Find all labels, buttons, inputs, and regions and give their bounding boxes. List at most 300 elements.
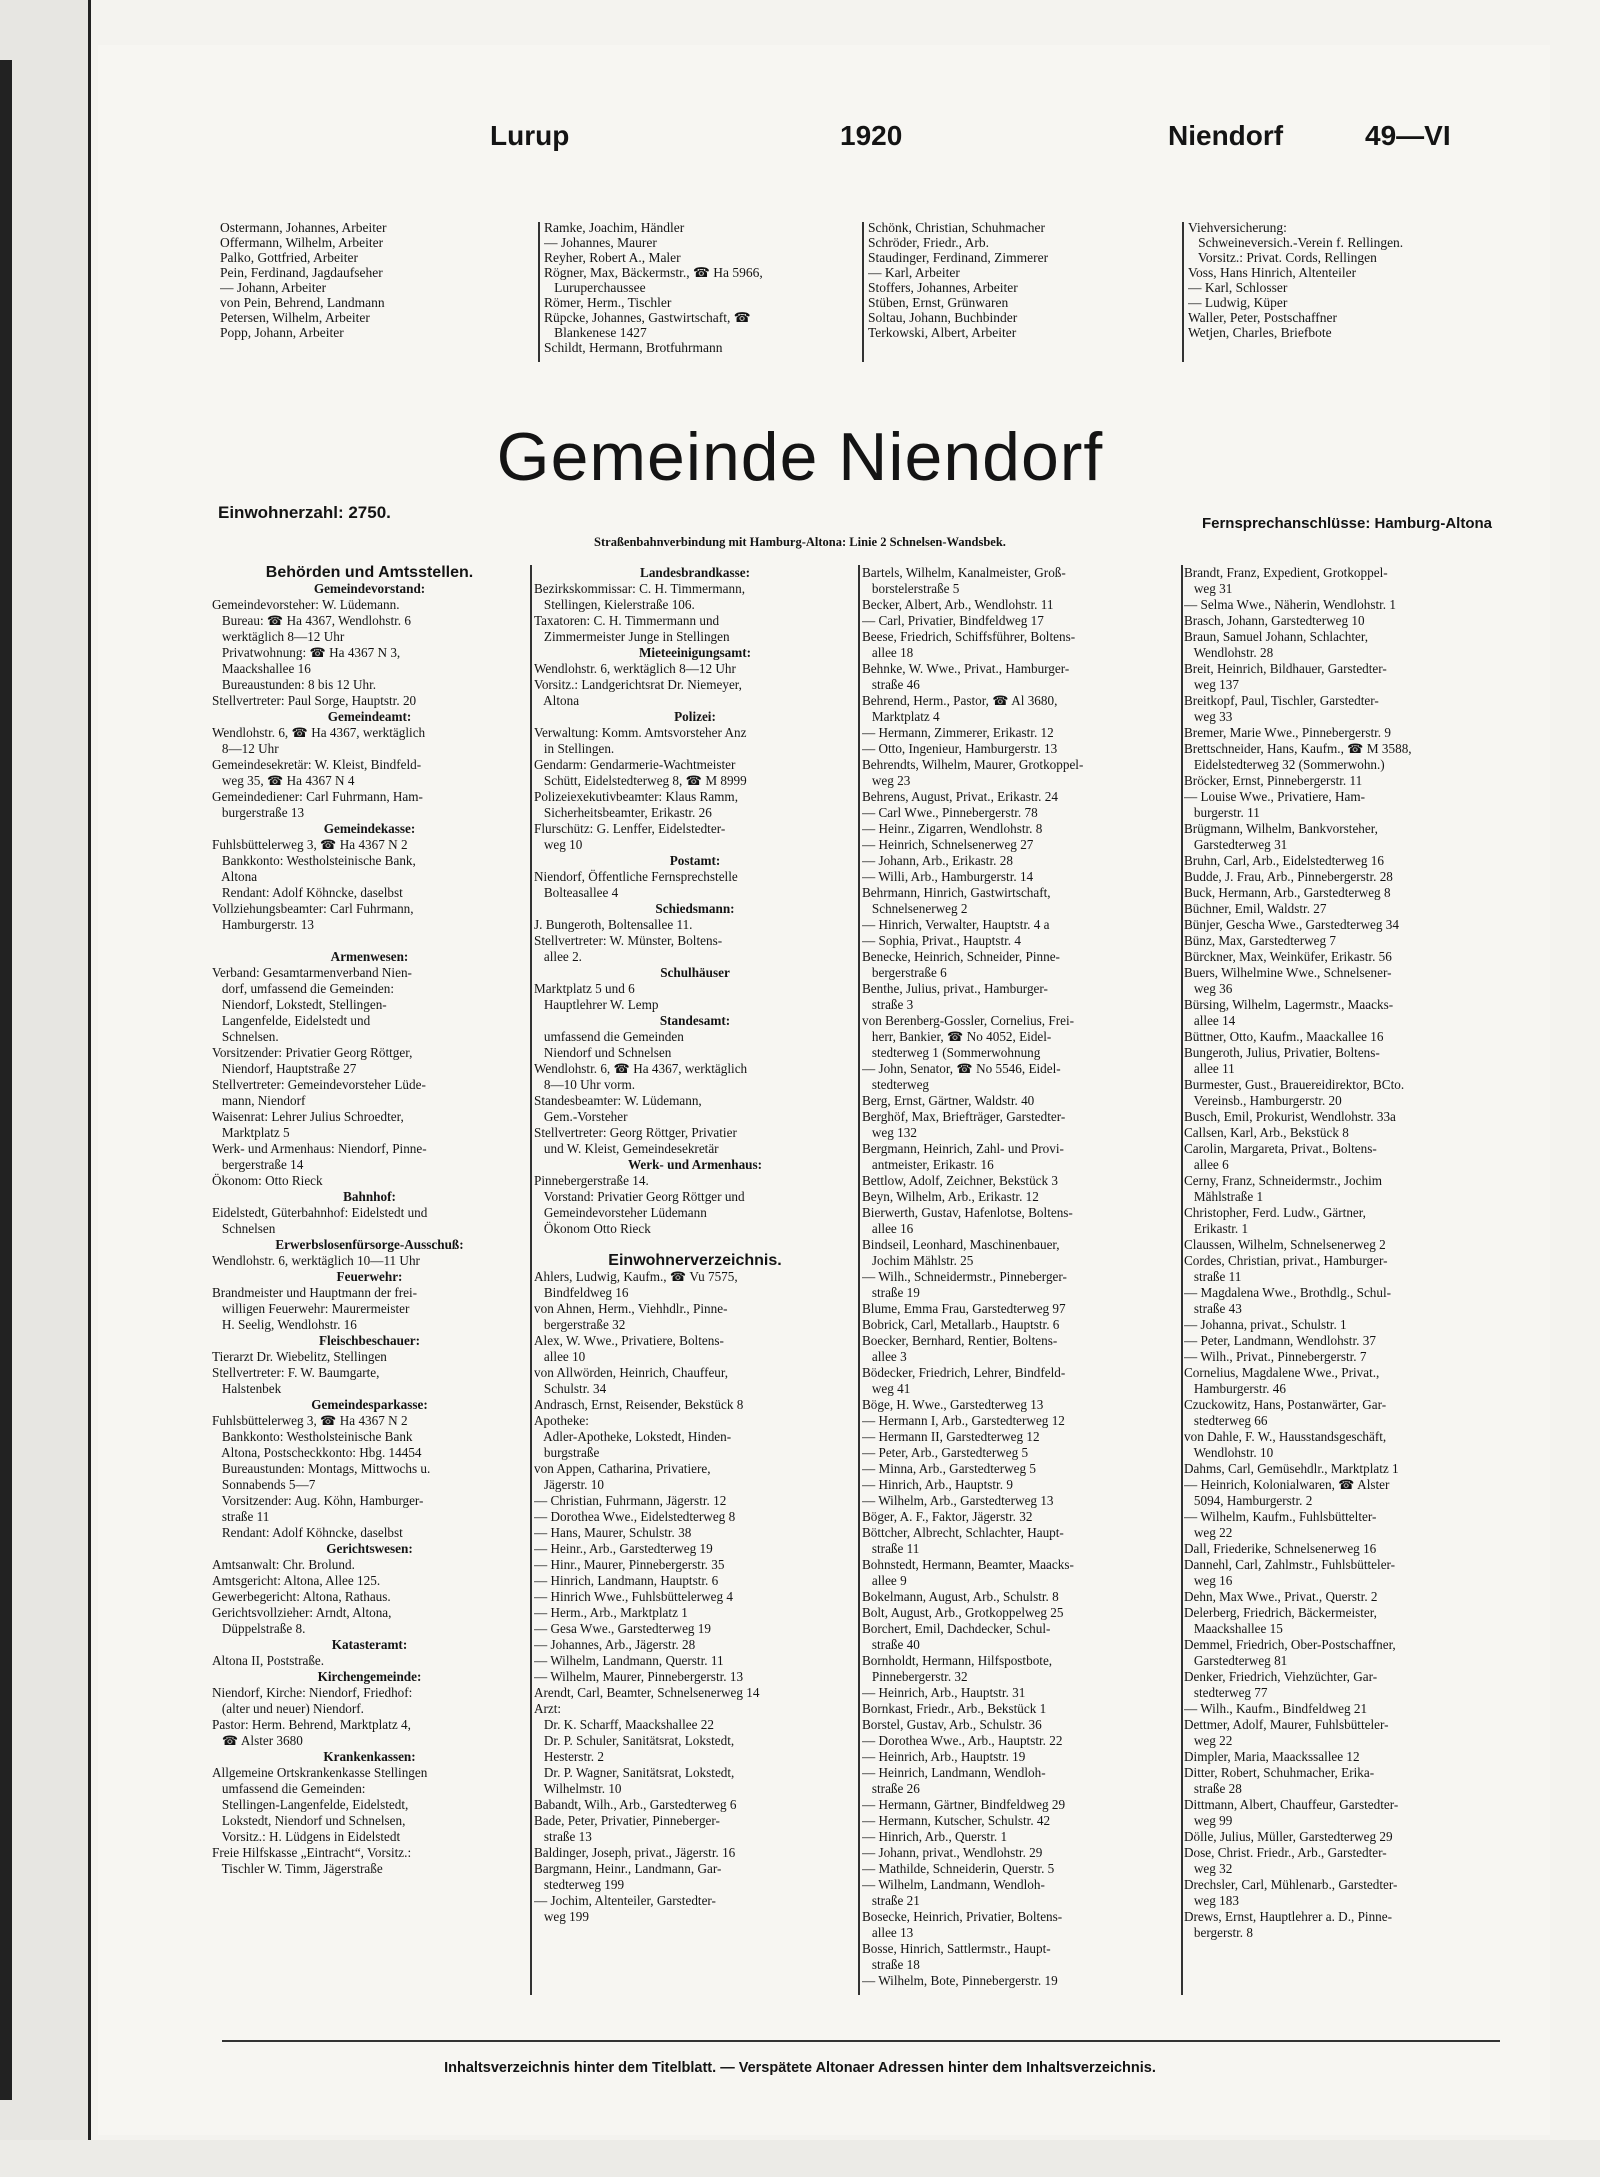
entry-line: Vorsitzender: Privatier Georg Röttger, — [212, 1045, 413, 1060]
entry-line: allee 10 — [534, 1349, 586, 1364]
entry-line — [534, 1237, 856, 1253]
column-residents-b — [862, 565, 1180, 1989]
entry-line: — Wilh., Privat., Pinnebergerstr. 7 — [1184, 1349, 1367, 1364]
entry-line: weg 22 — [1184, 1733, 1233, 1748]
entry-line: — Wilhelm, Kaufm., Fuhlsbüttelter- — [1184, 1509, 1377, 1524]
entry-line: Landesbrandkasse: — [640, 565, 750, 580]
entry-line: Brandmeister und Hauptmann der frei- — [212, 1285, 418, 1300]
entry-line: Bohnstedt, Hermann, Beamter, Maacks- — [862, 1557, 1074, 1572]
entry-line: Bürsing, Wilhelm, Lagermstr., Maacks- — [1184, 997, 1394, 1012]
entry-line: Schildt, Hermann, Brotfuhrmann — [544, 340, 723, 355]
entry-line: Claussen, Wilhelm, Schnelsenerweg 2 — [1184, 1237, 1386, 1252]
entry-line: Schönk, Christian, Schuhmacher — [868, 220, 1045, 235]
entry-line: Arzt: — [534, 1701, 562, 1716]
entry-line: weg 31 — [1184, 581, 1233, 596]
entry-line: — Carl, Privatier, Bindfeldweg 17 — [862, 613, 1044, 628]
entry-line: Böger, A. F., Faktor, Jägerstr. 32 — [862, 1509, 1033, 1524]
entry-line: straße 21 — [862, 1893, 920, 1908]
entry-line: Ahlers, Ludwig, Kaufm., ☎ Vu 7575, — [534, 1269, 738, 1284]
entry-line: Langenfelde, Eidelstedt und — [212, 1013, 371, 1028]
entry-line: — John, Senator, ☎ No 5546, Eidel- — [862, 1061, 1061, 1076]
entry-line: Gemeindevorsteher Lüdemann — [534, 1205, 707, 1220]
entry-line: Schnelsenerweg 2 — [862, 901, 968, 916]
entry-line: — Hinrich Wwe., Fuhlsbüttelerweg 4 — [534, 1589, 733, 1604]
entry-line: Dr. P. Schuler, Sanitätsrat, Lokstedt, — [534, 1733, 735, 1748]
entry-line: Büttner, Otto, Kaufm., Maackallee 16 — [1184, 1029, 1384, 1044]
entry-line: Wilhelmstr. 10 — [534, 1781, 622, 1796]
entry-line: Hesterstr. 2 — [534, 1749, 604, 1764]
entry-line: Fuhlsbüttelerweg 3, ☎ Ha 4367 N 2 — [212, 837, 408, 852]
entry-line: — Hermann, Zimmerer, Erikastr. 12 — [862, 725, 1054, 740]
entry-line: Bünz, Max, Garstedterweg 7 — [1184, 933, 1336, 948]
entry-line: Burmester, Gust., Brauereidirektor, BCto. — [1184, 1077, 1405, 1092]
entry-line: Einwohnerverzeichnis. — [608, 1252, 782, 1269]
entry-line: Dölle, Julius, Müller, Garstedterweg 29 — [1184, 1829, 1393, 1844]
entry-line: Jägerstr. 10 — [534, 1477, 604, 1492]
entry-line: Vorstand: Privatier Georg Röttger und — [534, 1189, 745, 1204]
entry-line: Staudinger, Ferdinand, Zimmerer — [868, 250, 1049, 265]
entry-line: Brandt, Franz, Expedient, Grotkoppel- — [1184, 565, 1388, 580]
entry-line: Wendlohstr. 6, werktäglich 10—11 Uhr — [212, 1253, 420, 1268]
entry-line: mann, Niendorf — [212, 1093, 306, 1108]
header-right: Niendorf — [1168, 120, 1284, 151]
entry-line: Voss, Hans Hinrich, Altenteiler — [1188, 265, 1357, 280]
entry-line: — Heinrich, Schnelsenerweg 27 — [862, 837, 1034, 852]
entry-line: Amtsgericht: Altona, Allee 125. — [212, 1573, 381, 1588]
entry-line: Vollziehungsbeamter: Carl Fuhrmann, — [212, 901, 414, 916]
entry-line: Brasch, Johann, Garstedterweg 10 — [1184, 613, 1365, 628]
entry-line: — Wilhelm, Bote, Pinnebergerstr. 19 — [862, 1973, 1058, 1988]
entry-line: Bankkonto: Westholsteinische Bank — [212, 1429, 413, 1444]
entry-line: Drechsler, Carl, Mühlenarb., Garstedter- — [1184, 1877, 1398, 1892]
entry-line: Christopher, Ferd. Ludw., Gärtner, — [1184, 1205, 1366, 1220]
entry-line: Borstel, Gustav, Arb., Schulstr. 36 — [862, 1717, 1042, 1732]
entry-line: bergerstraße 6 — [862, 965, 947, 980]
entry-line: Rendant: Adolf Köhncke, daselbst — [212, 885, 403, 900]
entry-line: Andrasch, Ernst, Reisender, Bekstück 8 — [534, 1397, 744, 1412]
header-center: 1920 — [840, 120, 903, 151]
entry-line: Cerny, Franz, Schneidermstr., Jochim — [1184, 1173, 1383, 1188]
entry-line: straße 18 — [862, 1957, 920, 1972]
entry-line: stedterweg 66 — [1184, 1413, 1268, 1428]
entry-line: Dr. K. Scharff, Maackshallee 22 — [534, 1717, 714, 1732]
entry-line: antmeister, Erikastr. 16 — [862, 1157, 994, 1172]
entry-line: Stellvertreter: Georg Röttger, Privatier — [534, 1125, 737, 1140]
entry-line: Bödecker, Friedrich, Lehrer, Bindfeld- — [862, 1365, 1066, 1380]
entry-line: straße 11 — [1184, 1269, 1242, 1284]
entry-line: Bolteasallee 4 — [534, 885, 619, 900]
entry-line: Hamburgerstr. 13 — [212, 917, 314, 932]
entry-line: Verband: Gesamtarmenverband Nien- — [212, 965, 412, 980]
entry-line: — Peter, Arb., Garstedterweg 5 — [862, 1445, 1029, 1460]
entry-line: bergerstr. 8 — [1184, 1925, 1253, 1940]
entry-line: Ramke, Joachim, Händler — [544, 220, 685, 235]
entry-line: Dannehl, Carl, Zahlmstr., Fuhlsbütteler- — [1184, 1557, 1396, 1572]
entry-line: Altona — [534, 693, 580, 708]
entry-line: weg 22 — [1184, 1525, 1233, 1540]
entry-line: von Allwörden, Heinrich, Chauffeur, — [534, 1365, 729, 1380]
entry-line: — Minna, Arb., Garstedterweg 5 — [862, 1461, 1036, 1476]
entry-line: — Hinrich, Verwalter, Hauptstr. 4 a — [862, 917, 1050, 932]
entry-line: Gemeindediener: Carl Fuhrmann, Ham- — [212, 789, 423, 804]
entry-line: Berghöf, Max, Briefträger, Garstedter- — [862, 1109, 1066, 1124]
entry-line: — Hinrich, Landmann, Hauptstr. 6 — [534, 1573, 719, 1588]
entry-line: Vorsitzender: Aug. Köhn, Hamburger- — [212, 1493, 424, 1508]
entry-line: Hauptlehrer W. Lemp — [534, 997, 659, 1012]
entry-line: Ökonom Otto Rieck — [534, 1221, 651, 1236]
entry-line: Popp, Johann, Arbeiter — [220, 325, 344, 340]
entry-line: — Hermann II, Garstedterweg 12 — [862, 1429, 1040, 1444]
entry-line — [212, 933, 527, 949]
entry-line: Postamt: — [669, 853, 721, 868]
entry-line: Bargmann, Heinr., Landmann, Gar- — [534, 1861, 722, 1876]
entry-line: Breit, Heinrich, Bildhauer, Garstedter- — [1184, 661, 1387, 676]
entry-line: straße 3 — [862, 997, 914, 1012]
entry-line: Schulstr. 34 — [534, 1381, 607, 1396]
column-authorities-residents — [534, 565, 856, 1925]
entry-line: von Pein, Behrend, Landmann — [220, 295, 385, 310]
entry-line: — Wilhelm, Landmann, Wendloh- — [862, 1877, 1045, 1892]
entry-line: allee 18 — [862, 645, 914, 660]
entry-line: — Hermann, Kutscher, Schulstr. 42 — [862, 1813, 1051, 1828]
entry-line: Blankenese 1427 — [544, 325, 647, 340]
entry-line: Buers, Wilhelmine Wwe., Schnelsener- — [1184, 965, 1392, 980]
entry-line: straße 28 — [1184, 1781, 1242, 1796]
entry-line: allee 3 — [862, 1349, 907, 1364]
top-column-4 — [1188, 220, 1503, 340]
entry-line: Altona II, Poststraße. — [212, 1653, 325, 1668]
entry-line: 5094, Hamburgerstr. 2 — [1184, 1493, 1313, 1508]
entry-line: Braun, Samuel Johann, Schlachter, — [1184, 629, 1369, 644]
entry-line: Bureaustunden: 8 bis 12 Uhr. — [212, 677, 377, 692]
entry-line: straße 40 — [862, 1637, 920, 1652]
entry-line: Dose, Christ. Friedr., Arb., Garstedter- — [1184, 1845, 1387, 1860]
entry-line: — Hermann, Gärtner, Bindfeldweg 29 — [862, 1797, 1066, 1812]
entry-line: — Louise Wwe., Privatiere, Ham- — [1184, 789, 1366, 804]
telephone-exchange: Fernsprechanschlüsse: Hamburg-Altona — [1201, 515, 1492, 532]
entry-line: — Johann, Arb., Erikastr. 28 — [862, 853, 1013, 868]
entry-line: Brügmann, Wilhelm, Bankvorsteher, — [1184, 821, 1378, 836]
entry-line: Beyn, Wilhelm, Arb., Erikastr. 12 — [862, 1189, 1039, 1204]
entry-line: weg 199 — [534, 1909, 589, 1924]
entry-line: Polizeiexekutivbeamter: Klaus Ramm, — [534, 789, 738, 804]
entry-line: Hamburgerstr. 46 — [1184, 1381, 1286, 1396]
entry-line: Bureaustunden: Montags, Mittwochs u. — [212, 1461, 431, 1476]
entry-line: — Johann, privat., Wendlohstr. 29 — [862, 1845, 1043, 1860]
entry-line: von Berenberg-Gossler, Cornelius, Frei- — [862, 1013, 1075, 1028]
entry-line: Rüpcke, Johannes, Gastwirtschaft, ☎ — [544, 310, 751, 325]
header-left: Lurup — [490, 120, 570, 151]
entry-line: Privatwohnung: ☎ Ha 4367 N 3, — [212, 645, 401, 660]
entry-line: Katasteramt: — [331, 1637, 408, 1652]
entry-line: Stellingen, Kielerstraße 106. — [534, 597, 695, 612]
entry-line: Fleischbeschauer: — [318, 1333, 421, 1348]
entry-line: Wendlohstr. 6, werktäglich 8—12 Uhr — [534, 661, 736, 676]
entry-line: Wetjen, Charles, Briefbote — [1188, 325, 1332, 340]
entry-line: Drews, Ernst, Hauptlehrer a. D., Pinne- — [1184, 1909, 1393, 1924]
entry-line: Eidelstedt, Güterbahnhof: Eidelstedt und — [212, 1205, 428, 1220]
running-header — [0, 120, 1600, 160]
entry-line: Bierwerth, Gustav, Hafenlotse, Boltens- — [862, 1205, 1073, 1220]
entry-line: Bruhn, Carl, Arb., Eidelstedterweg 16 — [1184, 853, 1384, 868]
entry-line: Dittmann, Albert, Chauffeur, Garstedter- — [1184, 1797, 1399, 1812]
entry-line: — Heinr., Arb., Garstedterweg 19 — [534, 1541, 713, 1556]
entry-line: — Johanna, privat., Schulstr. 1 — [1184, 1317, 1347, 1332]
entry-line: Bremer, Marie Wwe., Pinnebergerstr. 9 — [1184, 725, 1391, 740]
entry-line: Gemeindesekretär: W. Kleist, Bindfeld- — [212, 757, 422, 772]
entry-line: Bade, Peter, Privatier, Pinneberger- — [534, 1813, 720, 1828]
entry-line: in Stellingen. — [534, 741, 615, 756]
entry-line: Behrend, Herm., Pastor, ☎ Al 3680, — [862, 693, 1058, 708]
entry-line: Reyher, Robert A., Maler — [544, 250, 681, 265]
entry-line: — Wilhelm, Maurer, Pinnebergerstr. 13 — [534, 1669, 744, 1684]
entry-line: Bornkast, Friedr., Arb., Bekstück 1 — [862, 1701, 1047, 1716]
entry-line: Behrendts, Wilhelm, Maurer, Grotkoppel- — [862, 757, 1084, 772]
entry-line: Offermann, Wilhelm, Arbeiter — [220, 235, 384, 250]
entry-line: burgstraße — [534, 1445, 600, 1460]
entry-line: Bornholdt, Hermann, Hilfspostbote, — [862, 1653, 1053, 1668]
entry-line: Vorsitz.: Landgerichtsrat Dr. Niemeyer, — [534, 677, 742, 692]
entry-line: Benecke, Heinrich, Schneider, Pinne- — [862, 949, 1060, 964]
entry-line: 8—12 Uhr — [212, 741, 279, 756]
entry-line: Stellvertreter: Paul Sorge, Hauptstr. 20 — [212, 693, 417, 708]
entry-line: — Willi, Arb., Hamburgerstr. 14 — [862, 869, 1034, 884]
entry-line: Babandt, Wilh., Arb., Garstedterweg 6 — [534, 1797, 737, 1812]
entry-line: Alex, W. Wwe., Privatiere, Boltens- — [534, 1333, 724, 1348]
entry-line: Tischler W. Timm, Jägerstraße — [212, 1861, 383, 1876]
page-number: 49—VI — [1365, 120, 1451, 151]
entry-line: Dall, Friederike, Schnelsenerweg 16 — [1184, 1541, 1377, 1556]
entry-line: — Dorothea Wwe., Arb., Hauptstr. 22 — [862, 1733, 1063, 1748]
top-column-2 — [544, 220, 859, 355]
entry-line: weg 33 — [1184, 709, 1233, 724]
entry-line: Erwerbslosenfürsorge-Ausschuß: — [275, 1237, 464, 1252]
entry-line: Garstedterweg 31 — [1184, 837, 1288, 852]
column-rule — [1182, 222, 1184, 362]
top-column-1 — [220, 220, 535, 340]
footer-rule — [222, 2040, 1500, 2042]
entry-line: weg 16 — [1184, 1573, 1233, 1588]
entry-line: dorf, umfassend die Gemeinden: — [212, 981, 395, 996]
entry-line: Busch, Emil, Prokurist, Wendlohstr. 33a — [1184, 1109, 1396, 1124]
entry-line: Pinnebergerstraße 14. — [534, 1173, 649, 1188]
entry-line: Soltau, Johann, Buchbinder — [868, 310, 1018, 325]
entry-line: — Selma Wwe., Näherin, Wendlohstr. 1 — [1184, 597, 1396, 612]
entry-line: Halstenbek — [212, 1381, 282, 1396]
entry-line: Wendlohstr. 10 — [1184, 1445, 1274, 1460]
entry-line: Behrens, August, Privat., Erikastr. 24 — [862, 789, 1058, 804]
entry-line: Dettmer, Adolf, Maurer, Fuhlsbütteler- — [1184, 1717, 1389, 1732]
entry-line: ☎ Alster 3680 — [212, 1733, 303, 1748]
entry-line: Bergmann, Heinrich, Zahl- und Provi- — [862, 1141, 1064, 1156]
entry-line: Bokelmann, August, Arb., Schulstr. 8 — [862, 1589, 1059, 1604]
entry-line: weg 99 — [1184, 1813, 1233, 1828]
entry-line: — Johannes, Maurer — [544, 235, 657, 250]
entry-line: Waisenrat: Lehrer Julius Schroedter, — [212, 1109, 404, 1124]
entry-line: Sonnabends 5—7 — [212, 1477, 316, 1492]
entry-line: Viehversicherung: — [1188, 220, 1287, 235]
entry-line: Blume, Emma Frau, Garstedterweg 97 — [862, 1301, 1066, 1316]
entry-line: Boecker, Bernhard, Rentier, Boltens- — [862, 1333, 1058, 1348]
entry-line: Dimpler, Maria, Maackssallee 12 — [1184, 1749, 1360, 1764]
entry-line: von Appen, Catharina, Privatiere, — [534, 1461, 711, 1476]
entry-line: — Peter, Landmann, Wendlohstr. 37 — [1184, 1333, 1376, 1348]
entry-line: allee 9 — [862, 1573, 907, 1588]
entry-line: Terkowski, Albert, Arbeiter — [868, 325, 1017, 340]
entry-line: Gemeindesparkasse: — [311, 1397, 428, 1412]
entry-line: Stüben, Ernst, Grünwaren — [868, 295, 1009, 310]
entry-line: Breitkopf, Paul, Tischler, Garstedter- — [1184, 693, 1379, 708]
entry-line: Adler-Apotheke, Lokstedt, Hinden- — [534, 1429, 732, 1444]
entry-line: Waller, Peter, Postschaffner — [1188, 310, 1338, 325]
entry-line: Bobrick, Carl, Metallarb., Hauptstr. 6 — [862, 1317, 1060, 1332]
entry-line: Feuerwehr: — [336, 1269, 403, 1284]
entry-line: Schnelsen — [212, 1221, 276, 1236]
entry-line: Beese, Friedrich, Schiffsführer, Boltens- — [862, 629, 1076, 644]
entry-line: Freie Hilfskasse „Eintracht“, Vorsitz.: — [212, 1845, 412, 1860]
entry-line: Behrmann, Hinrich, Gastwirtschaft, — [862, 885, 1051, 900]
entry-line: weg 10 — [534, 837, 583, 852]
entry-line: — Jochim, Altenteiler, Garstedter- — [534, 1893, 716, 1908]
entry-line: Bureau: ☎ Ha 4367, Wendlohstr. 6 — [212, 613, 411, 628]
entry-line: H. Seelig, Wendlohstr. 16 — [212, 1317, 357, 1332]
entry-line: Mählstraße 1 — [1184, 1189, 1264, 1204]
entry-line: und W. Kleist, Gemeindesekretär — [534, 1141, 719, 1156]
entry-line: — Heinrich, Landmann, Wendloh- — [862, 1765, 1046, 1780]
entry-line: Schütt, Eidelstedterweg 8, ☎ M 8999 — [534, 773, 747, 788]
entry-line: — Johannes, Arb., Jägerstr. 28 — [534, 1637, 696, 1652]
entry-line: Altona — [212, 869, 258, 884]
entry-line: Büchner, Emil, Waldstr. 27 — [1184, 901, 1327, 916]
entry-line: Fuhlsbüttelerweg 3, ☎ Ha 4367 N 2 — [212, 1413, 408, 1428]
entry-line: burgerstr. 11 — [1184, 805, 1260, 820]
entry-line: Vorsitz.: H. Lüdgens in Eidelstedt — [212, 1829, 401, 1844]
entry-line: weg 137 — [1184, 677, 1239, 692]
entry-line: Maackshallee 15 — [1184, 1621, 1283, 1636]
entry-line: Bosecke, Heinrich, Privatier, Boltens- — [862, 1909, 1063, 1924]
entry-line: Bröcker, Ernst, Pinnebergerstr. 11 — [1184, 773, 1363, 788]
entry-line: stedterweg — [862, 1077, 930, 1092]
entry-line: Buck, Hermann, Arb., Garstedterweg 8 — [1184, 885, 1391, 900]
entry-line: — Heinr., Zigarren, Wendlohstr. 8 — [862, 821, 1043, 836]
entry-line: Niendorf und Schnelsen — [534, 1045, 672, 1060]
entry-line: Stellingen-Langenfelde, Eidelstedt, — [212, 1797, 409, 1812]
entry-line: Gemeindekasse: — [323, 821, 416, 836]
entry-line: werktäglich 8—12 Uhr — [212, 629, 345, 644]
entry-line: Cordes, Christian, privat., Hamburger- — [1184, 1253, 1388, 1268]
entry-line: weg 36 — [1184, 981, 1233, 996]
entry-line: — Otto, Ingenieur, Hamburgerstr. 13 — [862, 741, 1058, 756]
entry-line: — Magdalena Wwe., Brothdlg., Schul- — [1184, 1285, 1392, 1300]
column-rule — [862, 222, 864, 362]
previous-page-edge — [0, 0, 91, 2177]
entry-line: Marktplatz 4 — [862, 709, 940, 724]
entry-line: stedterweg 199 — [534, 1877, 625, 1892]
entry-line: Allgemeine Ortskrankenkasse Stellingen — [212, 1765, 428, 1780]
population-count: Einwohnerzahl: 2750. — [218, 503, 391, 522]
entry-line: Dahms, Carl, Gemüsehdlr., Marktplatz 1 — [1184, 1461, 1399, 1476]
entry-line: Berg, Ernst, Gärtner, Waldstr. 40 — [862, 1093, 1035, 1108]
entry-line: Bolt, August, Arb., Grotkoppelweg 25 — [862, 1605, 1064, 1620]
entry-line: Benthe, Julius, privat., Hamburger- — [862, 981, 1048, 996]
entry-line: straße 19 — [862, 1285, 920, 1300]
entry-line: (alter und neuer) Niendorf. — [212, 1701, 364, 1716]
entry-line: Gerichtsvollzieher: Arndt, Altona, — [212, 1605, 392, 1620]
entry-line: Werk- und Armenhaus: — [627, 1157, 763, 1172]
entry-line: Amtsanwalt: Chr. Brolund. — [212, 1557, 355, 1572]
entry-line: Bettlow, Adolf, Zeichner, Bekstück 3 — [862, 1173, 1059, 1188]
entry-line: Budde, J. Frau, Arb., Pinnebergerstr. 28 — [1184, 869, 1393, 884]
entry-line: weg 41 — [862, 1381, 911, 1396]
entry-line: allee 14 — [1184, 1013, 1236, 1028]
entry-line: Gerichtswesen: — [326, 1541, 413, 1556]
entry-line: Vereinsb., Hamburgerstr. 20 — [1184, 1093, 1342, 1108]
entry-line: Bungeroth, Julius, Privatier, Boltens- — [1184, 1045, 1380, 1060]
entry-line: — Johann, Arbeiter — [220, 280, 327, 295]
entry-line: Carolin, Margareta, Privat., Boltens- — [1184, 1141, 1377, 1156]
entry-line: — Hinrich, Arb., Querstr. 1 — [862, 1829, 1008, 1844]
entry-line: Luruperchaussee — [544, 280, 646, 295]
column-rule — [530, 565, 532, 1995]
entry-line: weg 132 — [862, 1125, 917, 1140]
entry-line: Böttcher, Albrecht, Schlachter, Haupt- — [862, 1525, 1064, 1540]
entry-line: — Wilh., Schneidermstr., Pinneberger- — [862, 1269, 1067, 1284]
entry-line: Gemeindeamt: — [327, 709, 412, 724]
entry-line: Gendarm: Gendarmerie-Wachtmeister — [534, 757, 736, 772]
entry-line: — Wilh., Kaufm., Bindfeldweg 21 — [1184, 1701, 1368, 1716]
entry-line: — Karl, Arbeiter — [868, 265, 960, 280]
entry-line: — Hinr., Maurer, Pinnebergerstr. 35 — [534, 1557, 725, 1572]
entry-line: — Hinrich, Arb., Hauptstr. 9 — [862, 1477, 1013, 1492]
entry-line: Erikastr. 1 — [1184, 1221, 1249, 1236]
entry-line: — Christian, Fuhrmann, Jägerstr. 12 — [534, 1493, 727, 1508]
lurup-continuation — [220, 220, 1500, 370]
entry-line: Delerberg, Friedrich, Bäckermeister, — [1184, 1605, 1377, 1620]
entry-line: allee 2. — [534, 949, 582, 964]
entry-line: Sicherheitsbeamter, Erikastr. 26 — [534, 805, 712, 820]
entry-line: Denker, Friedrich, Viehzüchter, Gar- — [1184, 1669, 1378, 1684]
entry-line: Ditter, Robert, Schuhmacher, Erika- — [1184, 1765, 1375, 1780]
entry-line: Pein, Ferdinand, Jagdaufseher — [220, 265, 383, 280]
entry-line: Pinnebergerstr. 32 — [862, 1669, 968, 1684]
entry-line: Schiedsmann: — [655, 901, 735, 916]
entry-line: Vorsitz.: Privat. Cords, Rellingen — [1188, 250, 1377, 265]
entry-line: Brettschneider, Hans, Kaufm., ☎ M 3588, — [1184, 741, 1412, 756]
entry-line: straße 26 — [862, 1781, 920, 1796]
entry-line: J. Bungeroth, Boltensallee 11. — [534, 917, 693, 932]
entry-line: Werk- und Armenhaus: Niendorf, Pinne- — [212, 1141, 427, 1156]
entry-line: Petersen, Wilhelm, Arbeiter — [220, 310, 370, 325]
top-column-3 — [868, 220, 1183, 340]
entry-line: herr, Bankier, ☎ No 4052, Eidel- — [862, 1029, 1052, 1044]
entry-line: allee 6 — [1184, 1157, 1229, 1172]
entry-line: willigen Feuerwehr: Maurermeister — [212, 1301, 410, 1316]
entry-line: — Ludwig, Küper — [1188, 295, 1288, 310]
entry-line: Kirchengemeinde: — [317, 1669, 422, 1684]
entry-line: straße 13 — [534, 1829, 592, 1844]
entry-line: Bahnhof: — [343, 1189, 396, 1204]
entry-line: Römer, Herm., Tischler — [544, 295, 672, 310]
entry-line: Callsen, Karl, Arb., Bekstück 8 — [1184, 1125, 1349, 1140]
entry-line: bergerstraße 14 — [212, 1157, 304, 1172]
entry-line: Schröder, Friedr., Arb. — [868, 235, 989, 250]
entry-line: Pastor: Herm. Behrend, Marktplatz 4, — [212, 1717, 411, 1732]
entry-line: Ostermann, Johannes, Arbeiter — [220, 220, 387, 235]
entry-line: Maackshallee 16 — [212, 661, 311, 676]
section-title: Gemeinde Niendorf — [496, 419, 1104, 495]
entry-line: — Carl Wwe., Pinnebergerstr. 78 — [862, 805, 1038, 820]
entry-line: Altona, Postscheckkonto: Hbg. 14454 — [212, 1445, 422, 1460]
